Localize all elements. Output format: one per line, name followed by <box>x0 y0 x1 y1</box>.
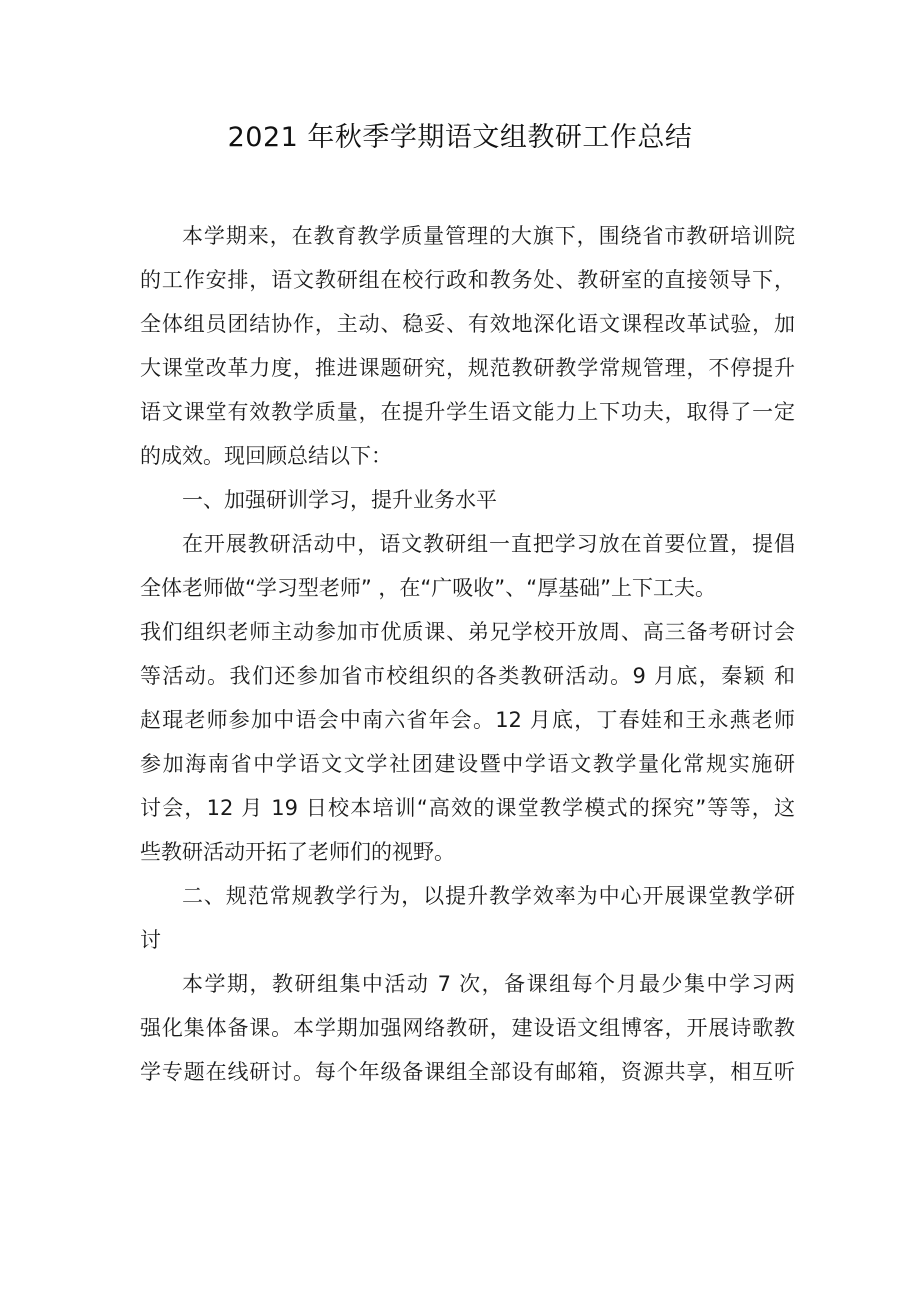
text-line: 全体组员团结协作，主动、稳妥、有效地深化语文课程改革试验，加 <box>140 312 795 336</box>
text-line: 讨会，12 月 19 日校本培训“高效的课堂教学模式的探究”等等，这 <box>140 796 795 820</box>
text-line: 大课堂改革力度，推进课题研究，规范教研教学常规管理，不停提升 <box>140 356 795 380</box>
text-line: 二、规范常规教学行为，以提升教学效率为中心开展课堂教学研 <box>182 884 795 908</box>
text-line: 本学期来，在教育教学质量管理的大旗下，围绕省市教研培训院 <box>182 224 795 248</box>
text-line: 些教研活动开拓了老师们的视野。 <box>140 840 455 864</box>
text-line: 的成效。现回顾总结以下： <box>140 444 392 468</box>
text-line: 的工作安排，语文教研组在校行政和教务处、教研室的直接领导下， <box>140 268 795 292</box>
text-line: 语文课堂有效教学质量，在提升学生语文能力上下功夫，取得了一定 <box>140 400 795 424</box>
text-line: 全体老师做“学习型老师” ，在“广吸收”、“厚基础”上下工夫。 <box>140 576 716 600</box>
text-line: 等活动。我们还参加省市校组织的各类教研活动。9 月底，秦颖 和 <box>140 664 795 688</box>
text-line: 赵琨老师参加中语会中南六省年会。12 月底，丁春娃和王永燕老师 <box>140 708 795 732</box>
text-line: 在开展教研活动中，语文教研组一直把学习放在首要位置，提倡 <box>182 532 795 556</box>
text-line: 一、加强研训学习，提升业务水平 <box>182 488 497 512</box>
text-line: 学专题在线研讨。每个年级备课组全部设有邮箱，资源共享，相互听 <box>140 1060 795 1084</box>
text-line: 强化集体备课。本学期加强网络教研，建设语文组博客，开展诗歌教 <box>140 1016 795 1040</box>
text-line: 参加海南省中学语文文学社团建设暨中学语文教学量化常规实施研 <box>140 752 795 776</box>
text-line: 我们组织老师主动参加市优质课、弟兄学校开放周、高三备考研讨会 <box>140 620 795 644</box>
document-title: 2021 年秋季学期语文组教研工作总结 <box>227 122 693 153</box>
text-line: 讨 <box>140 928 161 952</box>
document-body <box>140 214 795 1094</box>
text-line: 本学期，教研组集中活动 7 次，备课组每个月最少集中学习两 <box>182 972 795 996</box>
